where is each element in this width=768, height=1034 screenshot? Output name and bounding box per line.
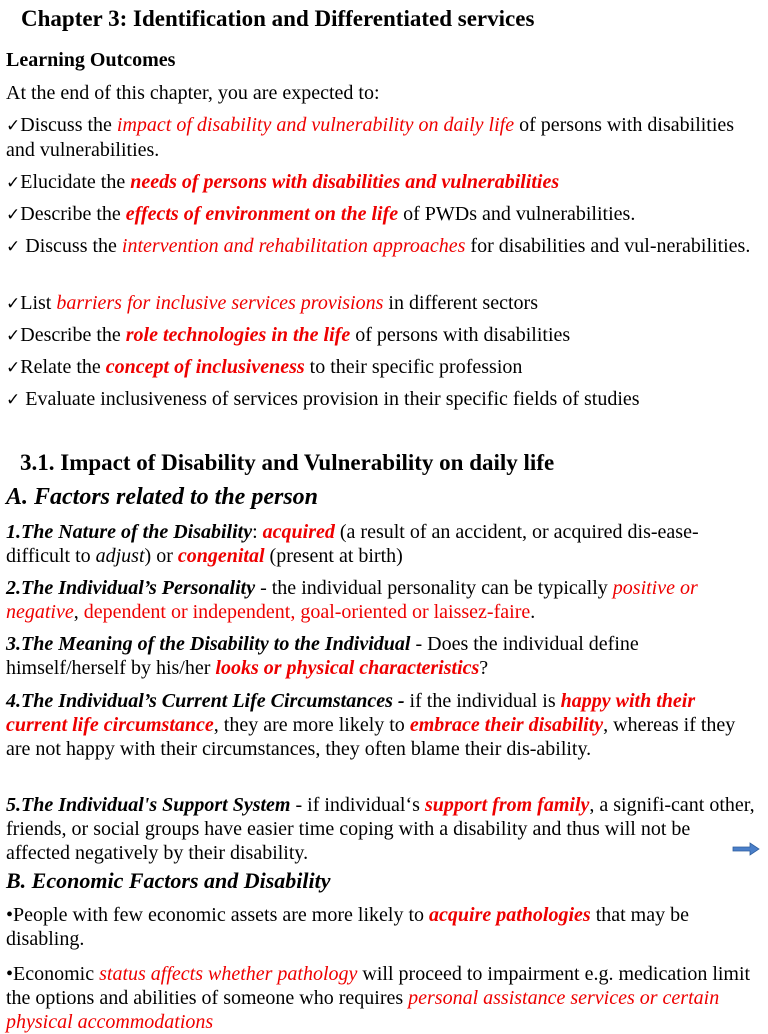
next-arrow-icon[interactable] bbox=[732, 842, 760, 856]
check-icon: ✓ bbox=[6, 173, 21, 193]
outcome-item: ✓Describe the effects of environment on the life of PWDs and vulnerabilities. bbox=[6, 203, 636, 225]
section-b-title: B. Economic Factors and Disability bbox=[6, 868, 331, 893]
economic-bullet: •Economic status affects whether pathology will proceed to impairment e.g. medication limit the options and abilities of someone who requires personal assistance services or certain physical accommodations bbox=[6, 963, 751, 1033]
learning-outcomes-heading: Learning Outcomes bbox=[6, 49, 176, 71]
economic-bullet: •People with few economic assets are more likely to acquire pathologies that may be disabling. bbox=[6, 904, 689, 950]
check-icon: ✓ bbox=[6, 116, 21, 136]
section-3-1-title: 3.1. Impact of Disability and Vulnerability on daily life bbox=[20, 450, 555, 475]
factor-support-system: 5.The Individual's Support System - if individual‘s support from family, a signifi-cant other, friends, or social groups have easier time coping with a disability and thus will not be affected negatively by their disability. bbox=[6, 794, 755, 864]
factor-personality: 2.The Individual’s Personality - the individual personality can be typically positive or negative, dependent or independent, goal-oriented or laissez-faire. bbox=[6, 577, 698, 623]
check-icon: ✓ bbox=[6, 326, 21, 346]
section-a-title: A. Factors related to the person bbox=[6, 484, 319, 510]
outcome-item: ✓Elucidate the needs of persons with disabilities and vulnerabilities bbox=[6, 171, 560, 193]
bullet-icon: • bbox=[6, 904, 14, 926]
check-icon: ✓ bbox=[6, 390, 21, 410]
outcome-item: ✓Relate the concept of inclusiveness to their specific profession bbox=[6, 356, 523, 378]
intro-text: At the end of this chapter, you are expected to: bbox=[6, 82, 380, 104]
factor-life-circumstances: 4.The Individual’s Current Life Circumstances - if the individual is happy with their current life circumstance, they are more likely to embrace their disability, whereas if they are not happy with their circumstances, they often blame their dis-ability. bbox=[6, 690, 736, 760]
outcome-item: ✓Describe the role technologies in the life of persons with disabilities bbox=[6, 324, 571, 346]
check-icon: ✓ bbox=[6, 205, 21, 225]
chapter-title: Chapter 3: Identification and Differentiated services bbox=[21, 6, 535, 31]
outcome-item: ✓ Evaluate inclusiveness of services provision in their specific fields of studies bbox=[6, 388, 640, 410]
bullet-icon: • bbox=[6, 963, 14, 985]
factor-nature-of-disability: 1.The Nature of the Disability: acquired (a result of an accident, or acquired dis-ease-difficult to adjust) or congenital (present at birth) bbox=[6, 521, 699, 567]
check-icon: ✓ bbox=[6, 237, 21, 257]
check-icon: ✓ bbox=[6, 294, 21, 314]
outcome-item: ✓ Discuss the intervention and rehabilitation approaches for disabilities and vul-nerabilities. bbox=[6, 235, 751, 257]
check-icon: ✓ bbox=[6, 358, 21, 378]
outcome-item: ✓Discuss the impact of disability and vulnerability on daily life of persons with disabilities and vulnerabilities. bbox=[6, 114, 735, 161]
outcome-item: ✓List barriers for inclusive services provisions in different sectors bbox=[6, 292, 538, 314]
factor-meaning-of-disability: 3.The Meaning of the Disability to the Individual - Does the individual define himself/herself by his/her looks or physical characteristics? bbox=[6, 633, 639, 679]
